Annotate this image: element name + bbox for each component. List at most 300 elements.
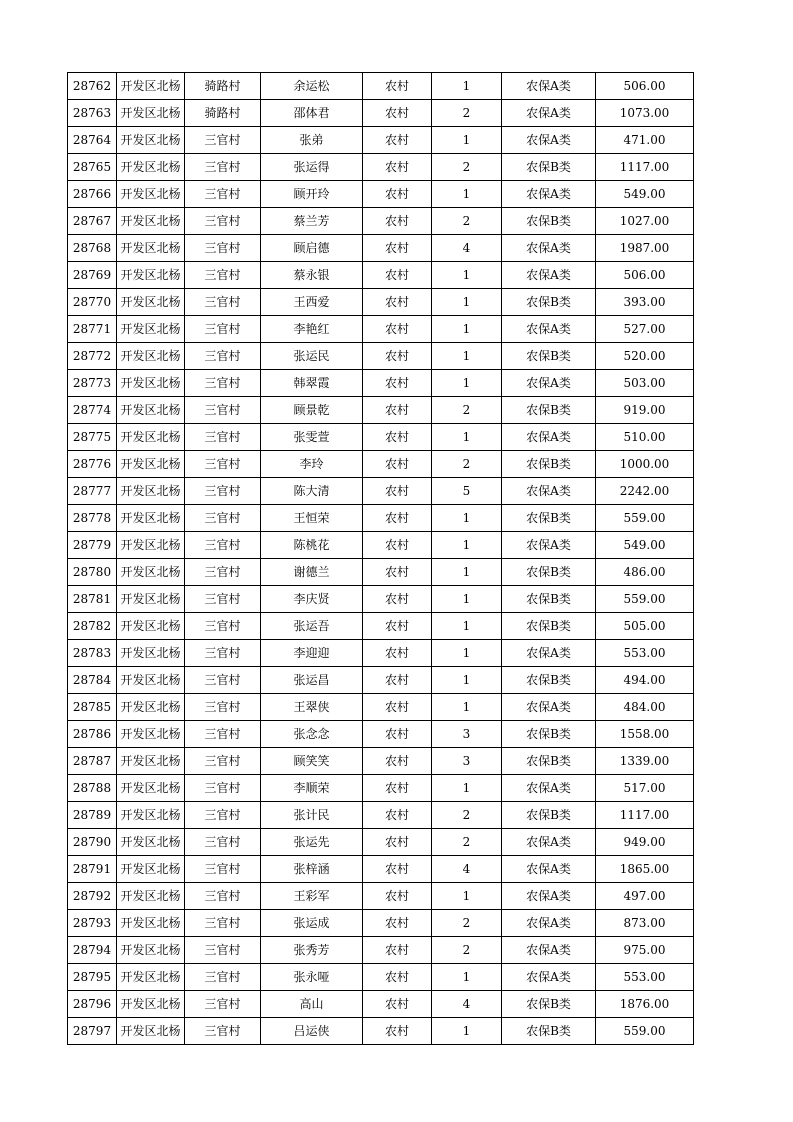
person-name-cell: 张运昌: [261, 667, 363, 694]
district-cell: 开发区北杨: [117, 694, 185, 721]
person-name-cell: 王翠侠: [261, 694, 363, 721]
record-id-cell: 28762: [68, 73, 117, 100]
record-id-cell: 28780: [68, 559, 117, 586]
household-count-cell: 1: [432, 127, 502, 154]
district-cell: 开发区北杨: [117, 802, 185, 829]
area-type-cell: 农村: [363, 1018, 432, 1045]
person-name-cell: 陈桃花: [261, 532, 363, 559]
table-row: [68, 505, 694, 532]
district-cell: 开发区北杨: [117, 613, 185, 640]
table-body: [68, 73, 694, 1045]
person-name-cell: 张雯萱: [261, 424, 363, 451]
person-name-cell: 韩翠霞: [261, 370, 363, 397]
person-name-cell: 顾景乾: [261, 397, 363, 424]
amount-cell: 1876.00: [596, 991, 694, 1018]
insurance-category-cell: 农保A类: [502, 262, 596, 289]
amount-cell: 1000.00: [596, 451, 694, 478]
insurance-category-cell: 农保A类: [502, 181, 596, 208]
village-cell: 三官村: [185, 586, 261, 613]
person-name-cell: 张计民: [261, 802, 363, 829]
record-id-cell: 28782: [68, 613, 117, 640]
household-count-cell: 1: [432, 667, 502, 694]
area-type-cell: 农村: [363, 262, 432, 289]
household-count-cell: 2: [432, 937, 502, 964]
table-row: [68, 964, 694, 991]
household-count-cell: 1: [432, 640, 502, 667]
record-id-cell: 28763: [68, 100, 117, 127]
household-count-cell: 1: [432, 586, 502, 613]
insurance-category-cell: 农保B类: [502, 451, 596, 478]
household-count-cell: 1: [432, 424, 502, 451]
area-type-cell: 农村: [363, 559, 432, 586]
insurance-category-cell: 农保A类: [502, 235, 596, 262]
beneficiary-table: [67, 72, 694, 1045]
household-count-cell: 1: [432, 316, 502, 343]
amount-cell: 471.00: [596, 127, 694, 154]
amount-cell: 873.00: [596, 910, 694, 937]
household-count-cell: 1: [432, 289, 502, 316]
district-cell: 开发区北杨: [117, 748, 185, 775]
village-cell: 三官村: [185, 235, 261, 262]
table-row: [68, 559, 694, 586]
amount-cell: 510.00: [596, 424, 694, 451]
village-cell: 三官村: [185, 964, 261, 991]
district-cell: 开发区北杨: [117, 289, 185, 316]
person-name-cell: 陈大清: [261, 478, 363, 505]
district-cell: 开发区北杨: [117, 505, 185, 532]
table-row: [68, 451, 694, 478]
area-type-cell: 农村: [363, 73, 432, 100]
person-name-cell: 张永哑: [261, 964, 363, 991]
amount-cell: 559.00: [596, 505, 694, 532]
record-id-cell: 28779: [68, 532, 117, 559]
village-cell: 三官村: [185, 667, 261, 694]
area-type-cell: 农村: [363, 370, 432, 397]
district-cell: 开发区北杨: [117, 370, 185, 397]
insurance-category-cell: 农保A类: [502, 694, 596, 721]
person-name-cell: 王恒荣: [261, 505, 363, 532]
table-row: [68, 856, 694, 883]
table-row: [68, 235, 694, 262]
record-id-cell: 28783: [68, 640, 117, 667]
insurance-category-cell: 农保B类: [502, 991, 596, 1018]
district-cell: 开发区北杨: [117, 451, 185, 478]
area-type-cell: 农村: [363, 451, 432, 478]
village-cell: 三官村: [185, 1018, 261, 1045]
record-id-cell: 28785: [68, 694, 117, 721]
household-count-cell: 1: [432, 964, 502, 991]
insurance-category-cell: 农保A类: [502, 478, 596, 505]
area-type-cell: 农村: [363, 478, 432, 505]
village-cell: 三官村: [185, 802, 261, 829]
insurance-category-cell: 农保B类: [502, 559, 596, 586]
area-type-cell: 农村: [363, 424, 432, 451]
record-id-cell: 28776: [68, 451, 117, 478]
person-name-cell: 余运松: [261, 73, 363, 100]
village-cell: 三官村: [185, 559, 261, 586]
person-name-cell: 顾开玲: [261, 181, 363, 208]
table-row: [68, 775, 694, 802]
amount-cell: 559.00: [596, 586, 694, 613]
household-count-cell: 1: [432, 1018, 502, 1045]
household-count-cell: 2: [432, 451, 502, 478]
table-row: [68, 991, 694, 1018]
amount-cell: 393.00: [596, 289, 694, 316]
record-id-cell: 28786: [68, 721, 117, 748]
district-cell: 开发区北杨: [117, 181, 185, 208]
record-id-cell: 28778: [68, 505, 117, 532]
person-name-cell: 蔡永银: [261, 262, 363, 289]
district-cell: 开发区北杨: [117, 775, 185, 802]
record-id-cell: 28784: [68, 667, 117, 694]
village-cell: 骑路村: [185, 73, 261, 100]
household-count-cell: 2: [432, 910, 502, 937]
insurance-category-cell: 农保A类: [502, 964, 596, 991]
area-type-cell: 农村: [363, 829, 432, 856]
insurance-category-cell: 农保A类: [502, 370, 596, 397]
record-id-cell: 28791: [68, 856, 117, 883]
amount-cell: 2242.00: [596, 478, 694, 505]
village-cell: 三官村: [185, 424, 261, 451]
amount-cell: 919.00: [596, 397, 694, 424]
person-name-cell: 高山: [261, 991, 363, 1018]
amount-cell: 1987.00: [596, 235, 694, 262]
village-cell: 三官村: [185, 721, 261, 748]
district-cell: 开发区北杨: [117, 154, 185, 181]
insurance-category-cell: 农保A类: [502, 775, 596, 802]
table-row: [68, 586, 694, 613]
person-name-cell: 李玲: [261, 451, 363, 478]
person-name-cell: 王西爱: [261, 289, 363, 316]
person-name-cell: 张秀芳: [261, 937, 363, 964]
village-cell: 三官村: [185, 451, 261, 478]
household-count-cell: 1: [432, 370, 502, 397]
amount-cell: 1865.00: [596, 856, 694, 883]
district-cell: 开发区北杨: [117, 721, 185, 748]
amount-cell: 553.00: [596, 964, 694, 991]
area-type-cell: 农村: [363, 883, 432, 910]
person-name-cell: 吕运侠: [261, 1018, 363, 1045]
amount-cell: 1073.00: [596, 100, 694, 127]
insurance-category-cell: 农保B类: [502, 748, 596, 775]
area-type-cell: 农村: [363, 586, 432, 613]
record-id-cell: 28767: [68, 208, 117, 235]
table-row: [68, 883, 694, 910]
record-id-cell: 28790: [68, 829, 117, 856]
table-row: [68, 694, 694, 721]
district-cell: 开发区北杨: [117, 667, 185, 694]
area-type-cell: 农村: [363, 667, 432, 694]
table-row: [68, 181, 694, 208]
village-cell: 三官村: [185, 532, 261, 559]
district-cell: 开发区北杨: [117, 316, 185, 343]
village-cell: 骑路村: [185, 100, 261, 127]
village-cell: 三官村: [185, 262, 261, 289]
district-cell: 开发区北杨: [117, 73, 185, 100]
insurance-category-cell: 农保B类: [502, 208, 596, 235]
record-id-cell: 28773: [68, 370, 117, 397]
record-id-cell: 28792: [68, 883, 117, 910]
area-type-cell: 农村: [363, 964, 432, 991]
table-row: [68, 640, 694, 667]
amount-cell: 975.00: [596, 937, 694, 964]
table-row: [68, 424, 694, 451]
table-row: [68, 370, 694, 397]
amount-cell: 949.00: [596, 829, 694, 856]
amount-cell: 484.00: [596, 694, 694, 721]
insurance-category-cell: 农保A类: [502, 856, 596, 883]
person-name-cell: 张弟: [261, 127, 363, 154]
area-type-cell: 农村: [363, 856, 432, 883]
amount-cell: 506.00: [596, 73, 694, 100]
district-cell: 开发区北杨: [117, 937, 185, 964]
amount-cell: 1339.00: [596, 748, 694, 775]
area-type-cell: 农村: [363, 505, 432, 532]
area-type-cell: 农村: [363, 910, 432, 937]
village-cell: 三官村: [185, 478, 261, 505]
area-type-cell: 农村: [363, 721, 432, 748]
area-type-cell: 农村: [363, 181, 432, 208]
record-id-cell: 28777: [68, 478, 117, 505]
area-type-cell: 农村: [363, 397, 432, 424]
district-cell: 开发区北杨: [117, 640, 185, 667]
insurance-category-cell: 农保A类: [502, 127, 596, 154]
record-id-cell: 28775: [68, 424, 117, 451]
insurance-category-cell: 农保B类: [502, 289, 596, 316]
area-type-cell: 农村: [363, 289, 432, 316]
household-count-cell: 2: [432, 829, 502, 856]
insurance-category-cell: 农保A类: [502, 100, 596, 127]
amount-cell: 503.00: [596, 370, 694, 397]
village-cell: 三官村: [185, 910, 261, 937]
household-count-cell: 4: [432, 856, 502, 883]
village-cell: 三官村: [185, 208, 261, 235]
insurance-category-cell: 农保B类: [502, 667, 596, 694]
record-id-cell: 28764: [68, 127, 117, 154]
person-name-cell: 张运民: [261, 343, 363, 370]
table-row: [68, 667, 694, 694]
record-id-cell: 28796: [68, 991, 117, 1018]
village-cell: 三官村: [185, 154, 261, 181]
amount-cell: 506.00: [596, 262, 694, 289]
table-row: [68, 937, 694, 964]
household-count-cell: 1: [432, 532, 502, 559]
record-id-cell: 28794: [68, 937, 117, 964]
table-row: [68, 748, 694, 775]
household-count-cell: 1: [432, 181, 502, 208]
household-count-cell: 2: [432, 208, 502, 235]
area-type-cell: 农村: [363, 613, 432, 640]
record-id-cell: 28769: [68, 262, 117, 289]
district-cell: 开发区北杨: [117, 127, 185, 154]
table-row: [68, 289, 694, 316]
table-row: [68, 100, 694, 127]
district-cell: 开发区北杨: [117, 397, 185, 424]
amount-cell: 486.00: [596, 559, 694, 586]
record-id-cell: 28781: [68, 586, 117, 613]
amount-cell: 1027.00: [596, 208, 694, 235]
area-type-cell: 农村: [363, 127, 432, 154]
person-name-cell: 邵体君: [261, 100, 363, 127]
amount-cell: 517.00: [596, 775, 694, 802]
household-count-cell: 3: [432, 721, 502, 748]
village-cell: 三官村: [185, 694, 261, 721]
record-id-cell: 28771: [68, 316, 117, 343]
amount-cell: 497.00: [596, 883, 694, 910]
area-type-cell: 农村: [363, 208, 432, 235]
record-id-cell: 28772: [68, 343, 117, 370]
household-count-cell: 1: [432, 343, 502, 370]
table-row: [68, 532, 694, 559]
insurance-category-cell: 农保A类: [502, 532, 596, 559]
person-name-cell: 张运吾: [261, 613, 363, 640]
area-type-cell: 农村: [363, 154, 432, 181]
amount-cell: 549.00: [596, 532, 694, 559]
district-cell: 开发区北杨: [117, 586, 185, 613]
household-count-cell: 1: [432, 73, 502, 100]
table-row: [68, 127, 694, 154]
record-id-cell: 28787: [68, 748, 117, 775]
amount-cell: 494.00: [596, 667, 694, 694]
district-cell: 开发区北杨: [117, 208, 185, 235]
person-name-cell: 李艳红: [261, 316, 363, 343]
table-row: [68, 316, 694, 343]
insurance-category-cell: 农保A类: [502, 316, 596, 343]
district-cell: 开发区北杨: [117, 883, 185, 910]
insurance-category-cell: 农保B类: [502, 154, 596, 181]
village-cell: 三官村: [185, 748, 261, 775]
amount-cell: 549.00: [596, 181, 694, 208]
household-count-cell: 4: [432, 235, 502, 262]
person-name-cell: 张梓涵: [261, 856, 363, 883]
amount-cell: 1117.00: [596, 154, 694, 181]
amount-cell: 1117.00: [596, 802, 694, 829]
insurance-category-cell: 农保B类: [502, 1018, 596, 1045]
amount-cell: 527.00: [596, 316, 694, 343]
person-name-cell: 王彩军: [261, 883, 363, 910]
table-row: [68, 208, 694, 235]
insurance-category-cell: 农保A类: [502, 640, 596, 667]
insurance-category-cell: 农保B类: [502, 613, 596, 640]
household-count-cell: 1: [432, 613, 502, 640]
village-cell: 三官村: [185, 991, 261, 1018]
insurance-category-cell: 农保A类: [502, 73, 596, 100]
insurance-category-cell: 农保A类: [502, 424, 596, 451]
document-sheet: [67, 72, 693, 1045]
table-row: [68, 154, 694, 181]
record-id-cell: 28765: [68, 154, 117, 181]
amount-cell: 1558.00: [596, 721, 694, 748]
record-id-cell: 28788: [68, 775, 117, 802]
household-count-cell: 2: [432, 100, 502, 127]
village-cell: 三官村: [185, 316, 261, 343]
household-count-cell: 4: [432, 991, 502, 1018]
district-cell: 开发区北杨: [117, 343, 185, 370]
insurance-category-cell: 农保B类: [502, 505, 596, 532]
area-type-cell: 农村: [363, 343, 432, 370]
insurance-category-cell: 农保B类: [502, 397, 596, 424]
record-id-cell: 28797: [68, 1018, 117, 1045]
table-row: [68, 802, 694, 829]
village-cell: 三官村: [185, 181, 261, 208]
record-id-cell: 28766: [68, 181, 117, 208]
district-cell: 开发区北杨: [117, 262, 185, 289]
village-cell: 三官村: [185, 829, 261, 856]
district-cell: 开发区北杨: [117, 100, 185, 127]
table-row: [68, 721, 694, 748]
insurance-category-cell: 农保A类: [502, 829, 596, 856]
area-type-cell: 农村: [363, 991, 432, 1018]
insurance-category-cell: 农保B类: [502, 721, 596, 748]
household-count-cell: 3: [432, 748, 502, 775]
record-id-cell: 28795: [68, 964, 117, 991]
district-cell: 开发区北杨: [117, 424, 185, 451]
village-cell: 三官村: [185, 613, 261, 640]
household-count-cell: 5: [432, 478, 502, 505]
district-cell: 开发区北杨: [117, 532, 185, 559]
area-type-cell: 农村: [363, 694, 432, 721]
village-cell: 三官村: [185, 505, 261, 532]
area-type-cell: 农村: [363, 532, 432, 559]
table-row: [68, 397, 694, 424]
village-cell: 三官村: [185, 640, 261, 667]
area-type-cell: 农村: [363, 775, 432, 802]
village-cell: 三官村: [185, 937, 261, 964]
household-count-cell: 1: [432, 505, 502, 532]
village-cell: 三官村: [185, 289, 261, 316]
household-count-cell: 1: [432, 262, 502, 289]
insurance-category-cell: 农保B类: [502, 586, 596, 613]
area-type-cell: 农村: [363, 640, 432, 667]
insurance-category-cell: 农保B类: [502, 343, 596, 370]
district-cell: 开发区北杨: [117, 478, 185, 505]
table-row: [68, 910, 694, 937]
village-cell: 三官村: [185, 127, 261, 154]
household-count-cell: 2: [432, 154, 502, 181]
person-name-cell: 李庆贤: [261, 586, 363, 613]
district-cell: 开发区北杨: [117, 910, 185, 937]
person-name-cell: 张念念: [261, 721, 363, 748]
person-name-cell: 蔡兰芳: [261, 208, 363, 235]
household-count-cell: 1: [432, 559, 502, 586]
insurance-category-cell: 农保A类: [502, 937, 596, 964]
district-cell: 开发区北杨: [117, 991, 185, 1018]
table-row: [68, 613, 694, 640]
household-count-cell: 1: [432, 775, 502, 802]
area-type-cell: 农村: [363, 937, 432, 964]
district-cell: 开发区北杨: [117, 964, 185, 991]
household-count-cell: 1: [432, 694, 502, 721]
district-cell: 开发区北杨: [117, 856, 185, 883]
record-id-cell: 28768: [68, 235, 117, 262]
record-id-cell: 28789: [68, 802, 117, 829]
table-row: [68, 1018, 694, 1045]
person-name-cell: 李顺荣: [261, 775, 363, 802]
insurance-category-cell: 农保A类: [502, 883, 596, 910]
person-name-cell: 张运得: [261, 154, 363, 181]
area-type-cell: 农村: [363, 100, 432, 127]
person-name-cell: 顾启德: [261, 235, 363, 262]
area-type-cell: 农村: [363, 748, 432, 775]
area-type-cell: 农村: [363, 802, 432, 829]
village-cell: 三官村: [185, 370, 261, 397]
village-cell: 三官村: [185, 883, 261, 910]
area-type-cell: 农村: [363, 316, 432, 343]
record-id-cell: 28774: [68, 397, 117, 424]
amount-cell: 505.00: [596, 613, 694, 640]
person-name-cell: 李迎迎: [261, 640, 363, 667]
village-cell: 三官村: [185, 343, 261, 370]
